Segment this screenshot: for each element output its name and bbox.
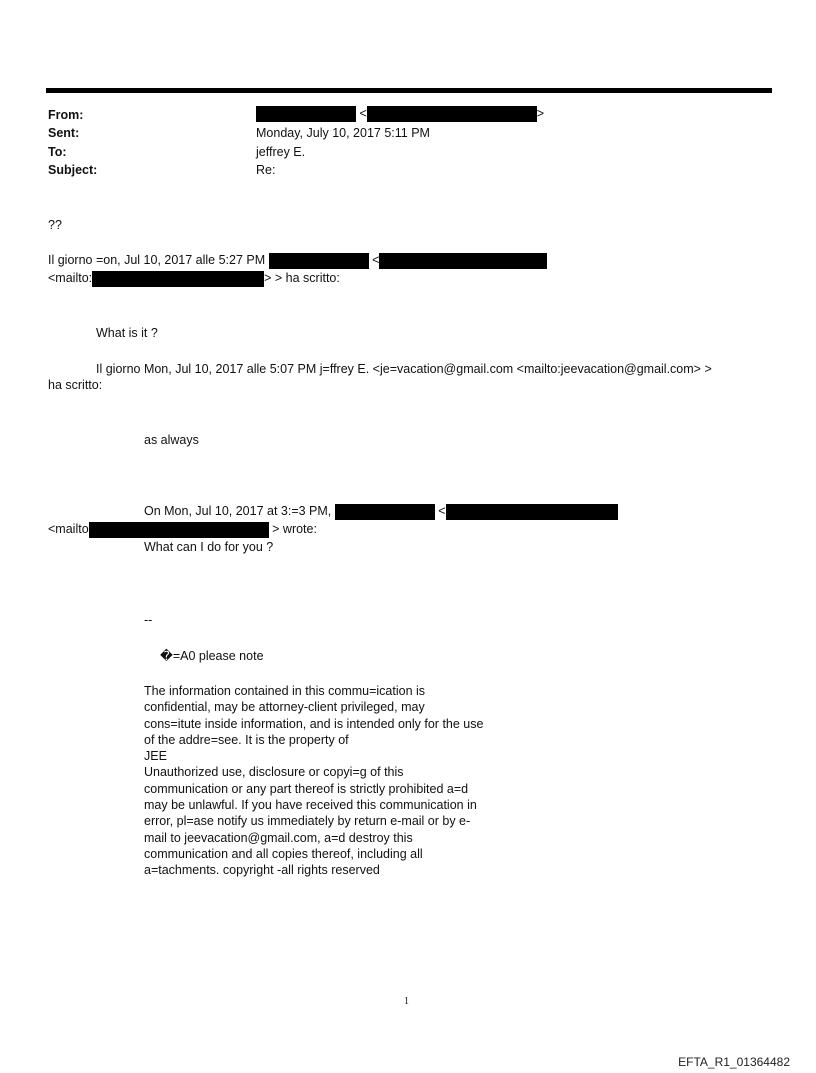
- quote2-line1: Il giorno Mon, Jul 10, 2017 alle 5:07 PM j=ffrey E. <je=vacation@gmail.com <mailto:jeevacation@gmail.com> >: [96, 362, 712, 376]
- what-is-it: What is it ?: [96, 326, 158, 340]
- reply-text: ??: [48, 218, 62, 232]
- signature-separator: --: [144, 613, 153, 627]
- quote1-mailto: <mailto:: [48, 271, 93, 285]
- subject-label: Subject:: [48, 163, 98, 177]
- disclaimer-para2: Unauthorized use, disclosure or copyi=g of this communication or any part thereof is strictly prohibited a=d may be unlawful. If you have received this communication in error, pl=ase notify us immediately by return e-mail or by e-mail to jeevacation@gmail.com, a=d destroy this communication and all copies thereof, including all a=tachments. copyright -all rights reserved: [144, 765, 477, 878]
- quote2-line2: ha scritto:: [48, 378, 103, 392]
- redacted-name: [269, 253, 369, 269]
- from-lt: <: [359, 106, 367, 121]
- quote1-prefix: Il giorno =on, Jul 10, 2017 alle 5:27 PM: [48, 253, 266, 267]
- confidentiality-disclaimer: [144, 683, 484, 879]
- sent-value: Monday, July 10, 2017 5:11 PM: [256, 126, 430, 140]
- quote3-line1: [144, 503, 618, 520]
- what-can-i-do: What can I do for you ?: [144, 540, 274, 554]
- quote3-prefix: On Mon, Jul 10, 2017 at 3:=3 PM,: [144, 504, 332, 518]
- quote1-lt: <: [372, 253, 380, 267]
- quote1-suffix: > > ha scritto:: [264, 271, 340, 285]
- from-gt: >: [536, 106, 545, 121]
- disclaimer-para1: The information contained in this commu=ication is confidential, may be attorney-client privileged, may cons=itute inside information, and is intended only for the use of the addre=see. It is the property of: [144, 684, 484, 747]
- to-label: To:: [48, 145, 67, 159]
- document-id: EFTA_R1_01364482: [678, 1055, 790, 1069]
- quote3-line2: [48, 521, 317, 538]
- redacted-email: [92, 271, 264, 287]
- quote3-suffix: > wrote:: [272, 522, 317, 536]
- as-always: as always: [144, 433, 199, 447]
- sent-label: Sent:: [48, 126, 80, 140]
- quote1-line2: [48, 270, 340, 287]
- from-value: [256, 106, 544, 122]
- redacted-sender-email: [367, 106, 537, 122]
- redacted-email: [89, 522, 269, 538]
- from-label: From:: [48, 108, 84, 122]
- to-value: jeffrey E.: [256, 145, 306, 159]
- quote3-lt: <: [438, 504, 446, 518]
- subject-value: Re:: [256, 163, 276, 177]
- quote1-line1: [48, 252, 547, 269]
- quote3-mailto: <mailto: [48, 522, 89, 536]
- page-number: 1: [404, 996, 409, 1007]
- redacted-name: [335, 504, 435, 520]
- redacted-sender-name: [256, 106, 356, 122]
- redacted-email: [446, 504, 618, 520]
- disclaimer-jee: JEE: [144, 749, 167, 764]
- redacted-email: [379, 253, 547, 269]
- header-rule: [46, 88, 772, 93]
- please-note: �=A0 please note: [160, 649, 264, 663]
